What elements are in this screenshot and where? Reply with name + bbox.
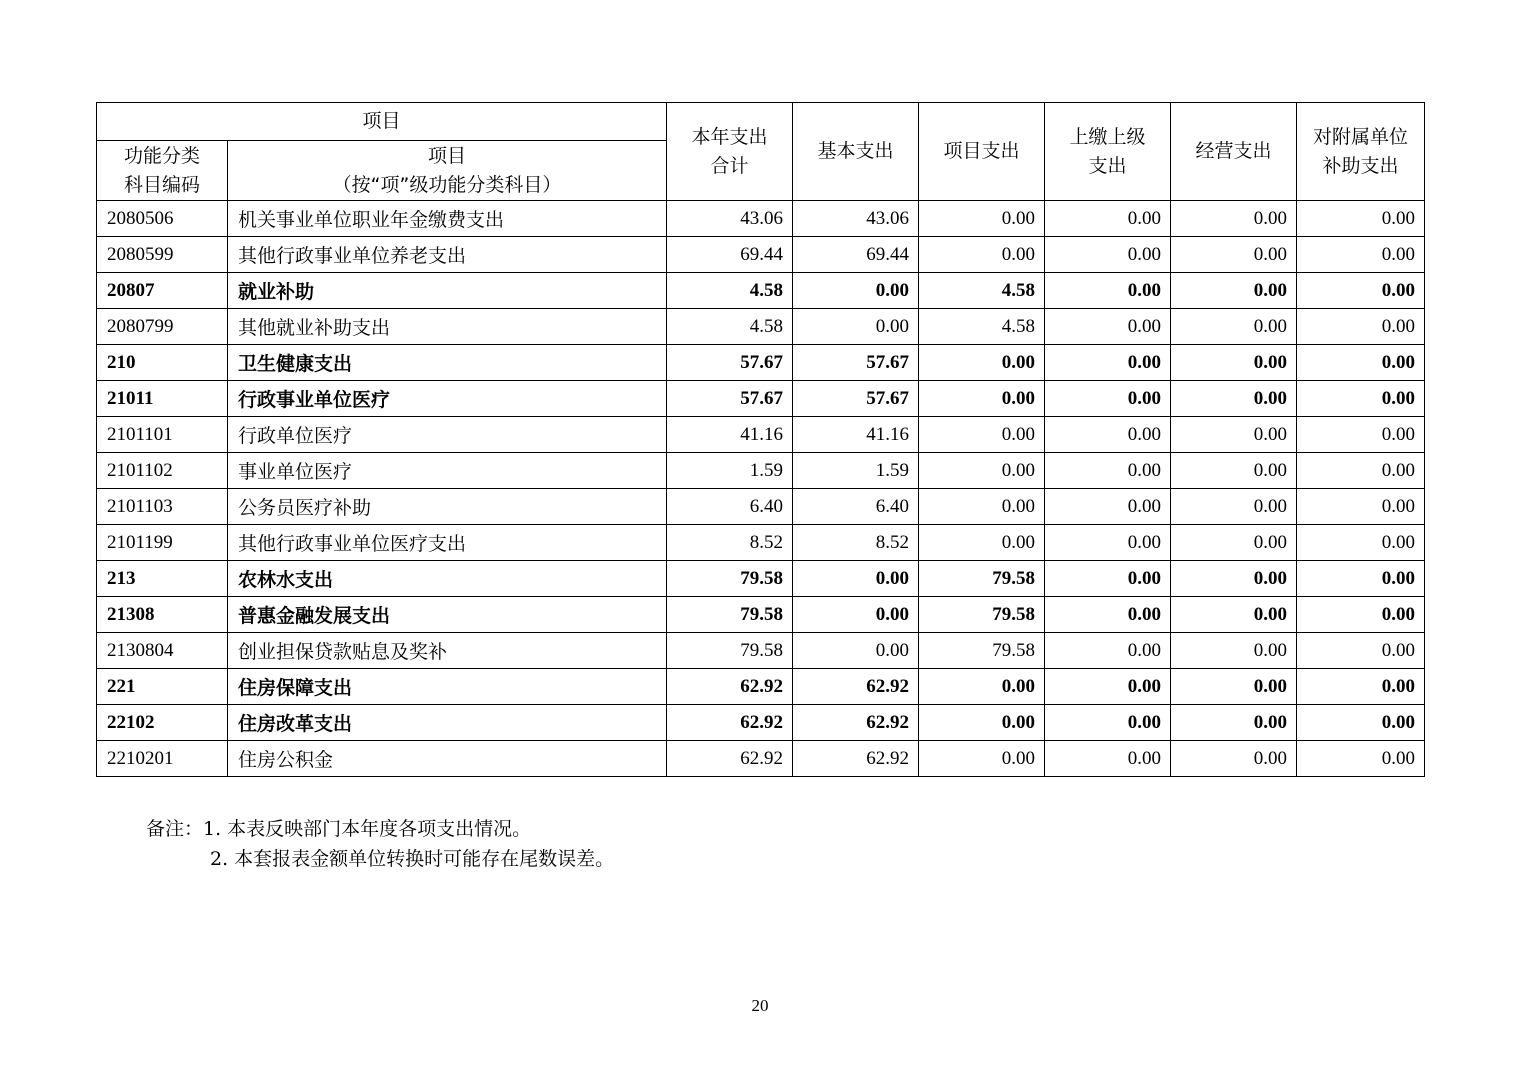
cell-code: 210 xyxy=(97,345,228,381)
cell-business: 0.00 xyxy=(1171,453,1297,489)
cell-name: 普惠金融发展支出 xyxy=(228,597,667,633)
table-row xyxy=(97,705,1425,741)
header-total-line2: 合计 xyxy=(710,154,749,177)
cell-business: 0.00 xyxy=(1171,237,1297,273)
cell-business: 0.00 xyxy=(1171,309,1297,345)
cell-total: 62.92 xyxy=(667,705,793,741)
cell-total: 6.40 xyxy=(667,489,793,525)
header-name-line1: 项目 xyxy=(428,144,467,167)
cell-business: 0.00 xyxy=(1171,345,1297,381)
cell-business: 0.00 xyxy=(1171,417,1297,453)
cell-name: 创业担保贷款贴息及奖补 xyxy=(228,633,667,669)
header-upper xyxy=(1045,103,1171,201)
cell-name: 其他行政事业单位医疗支出 xyxy=(228,525,667,561)
cell-basic: 62.92 xyxy=(793,741,919,777)
header-basic: 基本支出 xyxy=(793,103,919,201)
cell-upper: 0.00 xyxy=(1045,525,1171,561)
cell-upper: 0.00 xyxy=(1045,561,1171,597)
header-business: 经营支出 xyxy=(1171,103,1297,201)
cell-upper: 0.00 xyxy=(1045,669,1171,705)
note-line-1 xyxy=(146,814,614,844)
table-row xyxy=(97,345,1425,381)
header-code xyxy=(97,141,228,201)
cell-business: 0.00 xyxy=(1171,597,1297,633)
cell-code: 213 xyxy=(97,561,228,597)
cell-upper: 0.00 xyxy=(1045,741,1171,777)
cell-code: 2101199 xyxy=(97,525,228,561)
cell-code: 21308 xyxy=(97,597,228,633)
cell-subsidy: 0.00 xyxy=(1297,453,1425,489)
table-row xyxy=(97,381,1425,417)
cell-subsidy: 0.00 xyxy=(1297,345,1425,381)
cell-item: 4.58 xyxy=(919,309,1045,345)
cell-code: 2210201 xyxy=(97,741,228,777)
cell-name: 住房公积金 xyxy=(228,741,667,777)
cell-basic: 8.52 xyxy=(793,525,919,561)
cell-total: 79.58 xyxy=(667,597,793,633)
header-subsidy-line2: 补助支出 xyxy=(1322,154,1399,177)
cell-basic: 1.59 xyxy=(793,453,919,489)
cell-item: 0.00 xyxy=(919,345,1045,381)
cell-total: 57.67 xyxy=(667,381,793,417)
cell-upper: 0.00 xyxy=(1045,381,1171,417)
cell-total: 79.58 xyxy=(667,561,793,597)
notes xyxy=(146,814,614,874)
cell-subsidy: 0.00 xyxy=(1297,489,1425,525)
cell-code: 2080799 xyxy=(97,309,228,345)
cell-subsidy: 0.00 xyxy=(1297,597,1425,633)
cell-item: 0.00 xyxy=(919,381,1045,417)
cell-subsidy: 0.00 xyxy=(1297,417,1425,453)
cell-basic: 41.16 xyxy=(793,417,919,453)
cell-code: 2130804 xyxy=(97,633,228,669)
cell-item: 0.00 xyxy=(919,453,1045,489)
cell-total: 4.58 xyxy=(667,273,793,309)
header-project: 项目 xyxy=(97,103,667,141)
cell-name: 其他行政事业单位养老支出 xyxy=(228,237,667,273)
cell-business: 0.00 xyxy=(1171,561,1297,597)
table-row xyxy=(97,309,1425,345)
cell-code: 2101102 xyxy=(97,453,228,489)
cell-total: 62.92 xyxy=(667,741,793,777)
table-row xyxy=(97,525,1425,561)
cell-basic: 43.06 xyxy=(793,201,919,237)
cell-code: 22102 xyxy=(97,705,228,741)
cell-total: 69.44 xyxy=(667,237,793,273)
header-item: 项目支出 xyxy=(919,103,1045,201)
header-subsidy-line1: 对附属单位 xyxy=(1313,125,1409,148)
expenditure-table xyxy=(96,102,1425,777)
cell-business: 0.00 xyxy=(1171,669,1297,705)
cell-business: 0.00 xyxy=(1171,705,1297,741)
cell-upper: 0.00 xyxy=(1045,237,1171,273)
cell-name: 住房保障支出 xyxy=(228,669,667,705)
cell-item: 79.58 xyxy=(919,597,1045,633)
header-code-line1: 功能分类 xyxy=(123,144,200,167)
cell-basic: 57.67 xyxy=(793,381,919,417)
cell-item: 79.58 xyxy=(919,633,1045,669)
cell-name: 事业单位医疗 xyxy=(228,453,667,489)
cell-item: 79.58 xyxy=(919,561,1045,597)
cell-upper: 0.00 xyxy=(1045,705,1171,741)
cell-subsidy: 0.00 xyxy=(1297,309,1425,345)
table-row xyxy=(97,453,1425,489)
cell-subsidy: 0.00 xyxy=(1297,741,1425,777)
cell-total: 8.52 xyxy=(667,525,793,561)
table-body xyxy=(97,201,1425,777)
cell-total: 41.16 xyxy=(667,417,793,453)
table-header xyxy=(97,103,1425,201)
page-number: 20 xyxy=(751,996,769,1015)
cell-upper: 0.00 xyxy=(1045,453,1171,489)
cell-subsidy: 0.00 xyxy=(1297,669,1425,705)
cell-business: 0.00 xyxy=(1171,741,1297,777)
cell-business: 0.00 xyxy=(1171,525,1297,561)
cell-total: 62.92 xyxy=(667,669,793,705)
table-row xyxy=(97,489,1425,525)
cell-upper: 0.00 xyxy=(1045,201,1171,237)
cell-name: 行政单位医疗 xyxy=(228,417,667,453)
table-row xyxy=(97,201,1425,237)
cell-code: 2080599 xyxy=(97,237,228,273)
header-total xyxy=(667,103,793,201)
header-name xyxy=(228,141,667,201)
cell-name: 就业补助 xyxy=(228,273,667,309)
cell-code: 2080506 xyxy=(97,201,228,237)
table-row xyxy=(97,633,1425,669)
cell-basic: 69.44 xyxy=(793,237,919,273)
cell-business: 0.00 xyxy=(1171,381,1297,417)
cell-item: 0.00 xyxy=(919,237,1045,273)
cell-name: 卫生健康支出 xyxy=(228,345,667,381)
cell-item: 0.00 xyxy=(919,705,1045,741)
table-row xyxy=(97,273,1425,309)
cell-subsidy: 0.00 xyxy=(1297,381,1425,417)
header-upper-line2: 支出 xyxy=(1088,154,1127,177)
table-row xyxy=(97,597,1425,633)
cell-total: 57.67 xyxy=(667,345,793,381)
table-row xyxy=(97,741,1425,777)
header-subsidy xyxy=(1297,103,1425,201)
cell-subsidy: 0.00 xyxy=(1297,525,1425,561)
cell-basic: 62.92 xyxy=(793,669,919,705)
cell-total: 79.58 xyxy=(667,633,793,669)
cell-code: 221 xyxy=(97,669,228,705)
note-text-2: 2. 本套报表金额单位转换时可能存在尾数误差。 xyxy=(210,848,615,870)
cell-business: 0.00 xyxy=(1171,273,1297,309)
cell-code: 21011 xyxy=(97,381,228,417)
cell-upper: 0.00 xyxy=(1045,597,1171,633)
cell-upper: 0.00 xyxy=(1045,489,1171,525)
cell-name: 其他就业补助支出 xyxy=(228,309,667,345)
cell-upper: 0.00 xyxy=(1045,309,1171,345)
table-row xyxy=(97,417,1425,453)
cell-name: 机关事业单位职业年金缴费支出 xyxy=(228,201,667,237)
table-row xyxy=(97,561,1425,597)
table-row xyxy=(97,669,1425,705)
cell-basic: 0.00 xyxy=(793,597,919,633)
cell-name: 住房改革支出 xyxy=(228,705,667,741)
cell-item: 0.00 xyxy=(919,201,1045,237)
cell-upper: 0.00 xyxy=(1045,633,1171,669)
cell-upper: 0.00 xyxy=(1045,273,1171,309)
cell-name: 农林水支出 xyxy=(228,561,667,597)
cell-basic: 6.40 xyxy=(793,489,919,525)
header-total-line1: 本年支出 xyxy=(691,125,768,148)
cell-subsidy: 0.00 xyxy=(1297,561,1425,597)
cell-basic: 0.00 xyxy=(793,633,919,669)
cell-basic: 0.00 xyxy=(793,561,919,597)
cell-upper: 0.00 xyxy=(1045,345,1171,381)
cell-business: 0.00 xyxy=(1171,633,1297,669)
cell-item: 0.00 xyxy=(919,525,1045,561)
cell-code: 2101103 xyxy=(97,489,228,525)
cell-basic: 62.92 xyxy=(793,705,919,741)
cell-business: 0.00 xyxy=(1171,489,1297,525)
cell-subsidy: 0.00 xyxy=(1297,273,1425,309)
cell-item: 4.58 xyxy=(919,273,1045,309)
cell-item: 0.00 xyxy=(919,489,1045,525)
header-code-line2: 科目编码 xyxy=(123,173,200,196)
cell-item: 0.00 xyxy=(919,669,1045,705)
cell-business: 0.00 xyxy=(1171,201,1297,237)
note-text-1: 1. 本表反映部门本年度各项支出情况。 xyxy=(203,818,532,840)
cell-basic: 0.00 xyxy=(793,273,919,309)
cell-name: 公务员医疗补助 xyxy=(228,489,667,525)
cell-total: 4.58 xyxy=(667,309,793,345)
table-row xyxy=(97,237,1425,273)
cell-total: 1.59 xyxy=(667,453,793,489)
notes-label: 备注： xyxy=(146,818,204,840)
cell-subsidy: 0.00 xyxy=(1297,705,1425,741)
cell-code: 2101101 xyxy=(97,417,228,453)
cell-basic: 57.67 xyxy=(793,345,919,381)
cell-upper: 0.00 xyxy=(1045,417,1171,453)
cell-basic: 0.00 xyxy=(793,309,919,345)
cell-code: 20807 xyxy=(97,273,228,309)
cell-subsidy: 0.00 xyxy=(1297,201,1425,237)
header-name-line2: （按“项”级功能分类科目） xyxy=(332,173,562,196)
note-line-2 xyxy=(146,844,614,874)
cell-item: 0.00 xyxy=(919,417,1045,453)
cell-name: 行政事业单位医疗 xyxy=(228,381,667,417)
cell-subsidy: 0.00 xyxy=(1297,237,1425,273)
cell-total: 43.06 xyxy=(667,201,793,237)
cell-subsidy: 0.00 xyxy=(1297,633,1425,669)
header-upper-line1: 上缴上级 xyxy=(1069,125,1146,148)
cell-item: 0.00 xyxy=(919,741,1045,777)
